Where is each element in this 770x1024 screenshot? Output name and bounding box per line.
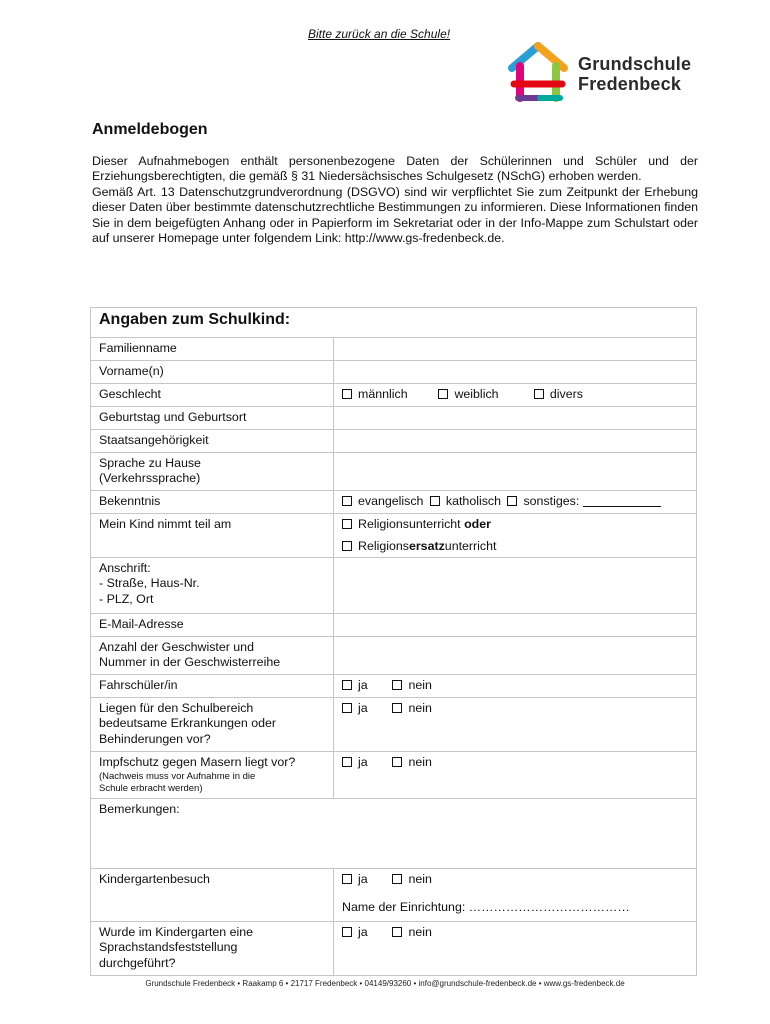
option-weiblich[interactable] bbox=[438, 387, 530, 402]
label-line: - Straße, Haus-Nr. bbox=[99, 576, 200, 591]
option-ja[interactable] bbox=[342, 755, 389, 770]
input-staatsangehoerigkeit[interactable] bbox=[334, 430, 697, 453]
checkbox-icon[interactable] bbox=[342, 680, 352, 690]
registration-form-table bbox=[90, 307, 697, 976]
option-label: nein bbox=[408, 755, 432, 769]
label-line: Sprache zu Hause bbox=[99, 456, 201, 470]
option-label-part: Religions bbox=[358, 538, 409, 553]
logo-line-1: Grundschule bbox=[578, 54, 692, 74]
logo-text bbox=[578, 54, 691, 94]
checkbox-icon[interactable] bbox=[342, 757, 352, 767]
label-bemerkungen: Bemerkungen: bbox=[99, 802, 180, 816]
option-evangelisch[interactable] bbox=[342, 494, 423, 509]
logo-line-2: Fredenbeck bbox=[578, 74, 682, 94]
label-line: Wurde im Kindergarten eine bbox=[99, 925, 254, 939]
label-anschrift bbox=[91, 558, 334, 614]
label-sprachstand bbox=[91, 922, 334, 976]
einrichtung-field[interactable]: Name der Einrichtung: ………………………………… bbox=[342, 900, 630, 914]
checkbox-icon[interactable] bbox=[430, 496, 440, 506]
option-label: ja bbox=[358, 701, 368, 715]
option-nein[interactable] bbox=[392, 678, 431, 693]
input-anschrift[interactable] bbox=[334, 558, 697, 614]
geschlecht-options bbox=[334, 384, 697, 407]
label-line: Anschrift: bbox=[99, 561, 151, 575]
label-line: Liegen für den Schulbereich bbox=[99, 701, 254, 715]
option-label: weiblich bbox=[454, 387, 499, 401]
masern-note: Schule erbracht werden) bbox=[99, 782, 203, 794]
option-label: Religionsunterricht bbox=[358, 517, 461, 531]
label-line: (Verkehrssprache) bbox=[99, 471, 201, 486]
label-familienname: Familienname bbox=[91, 338, 334, 361]
label-fahrschueler: Fahrschüler/in bbox=[91, 675, 334, 698]
option-label: nein bbox=[408, 678, 432, 692]
option-label: ja bbox=[358, 755, 368, 769]
input-sprache[interactable] bbox=[334, 453, 697, 491]
bekenntnis-options bbox=[334, 491, 697, 514]
option-label: nein bbox=[408, 872, 432, 886]
checkbox-icon[interactable] bbox=[534, 389, 544, 399]
option-label: ja bbox=[358, 872, 368, 886]
masern-options bbox=[334, 752, 697, 799]
label-staatsangehoerigkeit: Staatsangehörigkeit bbox=[91, 430, 334, 453]
option-label-part: ersatz bbox=[408, 538, 445, 553]
option-katholisch[interactable] bbox=[427, 494, 501, 509]
label-line: Nummer in der Geschwisterreihe bbox=[99, 655, 281, 670]
checkbox-icon[interactable] bbox=[342, 541, 352, 551]
school-logo bbox=[508, 42, 708, 104]
label-vorname: Vorname(n) bbox=[91, 361, 334, 384]
label-masern bbox=[91, 752, 334, 799]
section-title: Angaben zum Schulkind: bbox=[91, 308, 697, 338]
label-line: Behinderungen vor? bbox=[99, 731, 211, 746]
checkbox-icon[interactable] bbox=[392, 927, 402, 937]
option-nein[interactable] bbox=[392, 872, 431, 887]
option-ja[interactable] bbox=[342, 872, 389, 887]
checkbox-icon[interactable] bbox=[507, 496, 517, 506]
label-geschwister bbox=[91, 637, 334, 675]
erkrankungen-options bbox=[334, 698, 697, 752]
intro-paragraph-2: Gemäß Art. 13 Datenschutzgrundverordnung (DSGVO) sind wir verpflichtet Sie zum Zeitpunkt der Erhebung dieser Daten über bestimmte datenschutzrechtliche Bestimmungen zu informieren. Diese Informationen finden Sie in dem beigefügten Anhang oder in Papierform im Sekretariat oder in der Info-Mappe zum Schulstart oder auf unserer Homepage unter folgendem Link: http://www.gs-fredenbeck.de. bbox=[92, 184, 698, 246]
intro-paragraph-1: Dieser Aufnahmebogen enthält personenbezogene Daten der Schülerinnen und Schüler und der Erziehungsberechtigten, die gemäß § 31 Niedersächsisches Schulgesetz (NSchG) erhoben werden. bbox=[92, 154, 698, 184]
page-footer: Grundschule Fredenbeck • Raakamp 6 • 21717 Fredenbeck • 04149/93260 • info@grundschule-fredenbeck.de • www.gs-fredenbeck.de bbox=[145, 979, 625, 988]
return-note: Bitte zurück an die Schule! bbox=[308, 27, 451, 41]
option-label: nein bbox=[408, 701, 432, 715]
bemerkungen-field[interactable] bbox=[91, 799, 697, 869]
input-familienname[interactable] bbox=[334, 338, 697, 361]
label-line: durchgeführt? bbox=[99, 955, 176, 970]
option-label: ja bbox=[358, 925, 368, 939]
masern-note: (Nachweis muss vor Aufnahme in die bbox=[99, 771, 256, 783]
label-line: - PLZ, Ort bbox=[99, 591, 154, 606]
checkbox-icon[interactable] bbox=[342, 496, 352, 506]
input-geschwister[interactable] bbox=[334, 637, 697, 675]
option-label: katholisch bbox=[445, 494, 502, 508]
label-erkrankungen bbox=[91, 698, 334, 752]
option-label-part: unterricht bbox=[444, 538, 497, 553]
option-label: divers bbox=[549, 387, 583, 401]
option-nein[interactable] bbox=[392, 701, 431, 716]
option-maennlich[interactable] bbox=[342, 387, 435, 402]
label-geschlecht: Geschlecht bbox=[91, 384, 334, 407]
fahrschueler-options bbox=[334, 675, 697, 698]
option-religionsunterricht[interactable] bbox=[334, 514, 697, 536]
checkbox-icon[interactable] bbox=[342, 703, 352, 713]
input-email[interactable] bbox=[334, 614, 697, 637]
kindergarten-options bbox=[334, 869, 697, 922]
option-label: sonstiges: bbox=[523, 494, 580, 508]
checkbox-icon[interactable] bbox=[392, 680, 402, 690]
label-sprache bbox=[91, 453, 334, 491]
oder-label: oder bbox=[464, 517, 491, 531]
page-title: Anmeldebogen bbox=[92, 121, 208, 138]
option-religionsersatzunterricht[interactable] bbox=[334, 536, 697, 558]
option-sonstiges[interactable] bbox=[504, 494, 661, 509]
checkbox-icon[interactable] bbox=[392, 757, 402, 767]
label-email: E-Mail-Adresse bbox=[91, 614, 334, 637]
label-line: Impfschutz gegen Masern liegt vor? bbox=[99, 755, 296, 769]
checkbox-icon[interactable] bbox=[392, 874, 402, 884]
option-label: evangelisch bbox=[358, 494, 424, 508]
label-kindergarten: Kindergartenbesuch bbox=[91, 869, 334, 922]
label-line: Anzahl der Geschwister und bbox=[99, 640, 254, 654]
checkbox-icon[interactable] bbox=[342, 927, 352, 937]
label-line: Sprachstandsfeststellung bbox=[99, 940, 238, 955]
input-vorname[interactable] bbox=[334, 361, 697, 384]
checkbox-icon[interactable] bbox=[342, 874, 352, 884]
input-geburtstag[interactable] bbox=[334, 407, 697, 430]
option-nein[interactable] bbox=[392, 755, 431, 770]
sprachstand-options bbox=[334, 922, 697, 976]
option-label: nein bbox=[408, 925, 432, 939]
label-line: bedeutsame Erkrankungen oder bbox=[99, 716, 277, 731]
option-ja[interactable] bbox=[342, 925, 389, 940]
option-divers[interactable] bbox=[534, 387, 583, 402]
house-logo-icon bbox=[508, 42, 572, 104]
checkbox-icon[interactable] bbox=[342, 389, 352, 399]
label-teilnahme: Mein Kind nimmt teil am bbox=[91, 514, 334, 558]
checkbox-icon[interactable] bbox=[342, 519, 352, 529]
option-ja[interactable] bbox=[342, 701, 389, 716]
sonstiges-blank[interactable] bbox=[583, 496, 661, 507]
option-label: männlich bbox=[358, 387, 408, 401]
label-bekenntnis: Bekenntnis bbox=[91, 491, 334, 514]
option-ja[interactable] bbox=[342, 678, 389, 693]
checkbox-icon[interactable] bbox=[392, 703, 402, 713]
intro-text bbox=[92, 154, 698, 246]
option-label: ja bbox=[358, 678, 368, 692]
label-geburtstag: Geburtstag und Geburtsort bbox=[91, 407, 334, 430]
option-nein[interactable] bbox=[392, 925, 431, 940]
checkbox-icon[interactable] bbox=[438, 389, 448, 399]
